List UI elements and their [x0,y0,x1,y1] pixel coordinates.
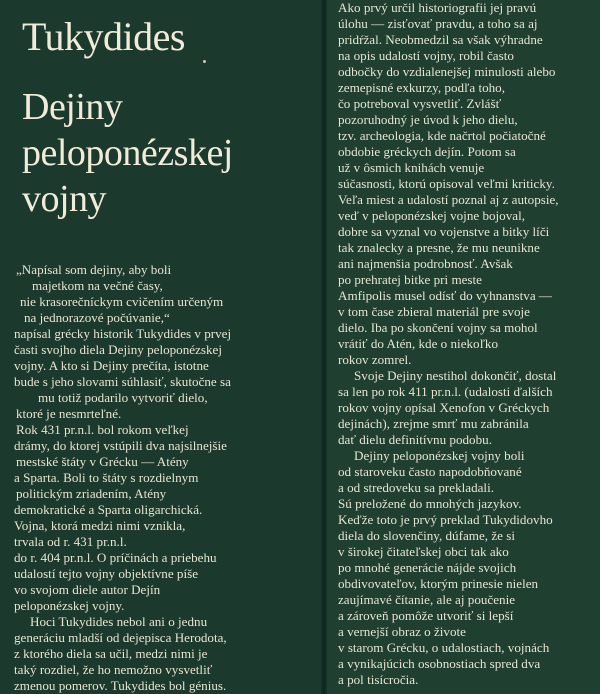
text-line: na jednorazové počúvanie,“ [24,310,170,325]
book-title [22,84,233,222]
text-line: a Sparta. Boli to štáty s rozdielnym [14,470,199,485]
text-line: obdivovateľov, ktorým prinesie nielen [338,576,539,591]
text-line: rokov zomrel. [338,352,412,367]
text-line: Veľa miest a udalostí poznal aj z autopsie, [338,192,559,207]
text-line: mu totiž podarilo vytvoriť dielo, [38,390,208,405]
text-line: diela do slovenčiny, dúfame, že si [338,528,515,543]
title-line: vojny [22,178,107,220]
text-line: v tom čase zbieral materiál pre svoje [338,304,530,319]
text-line: pridŕžal. Neobmedzil sa však výhradne [338,32,543,47]
text-line: dobre sa vyznal vo vojenstve a bitky líči [338,224,550,239]
right-flap [324,0,600,694]
text-line: čo potreboval vysvetliť. Zvlášť [338,96,502,111]
author-name: Tukydides [22,14,185,59]
text-line: demokratické a Sparta oligarchická. [14,502,203,517]
left-body-text [14,262,316,694]
text-line: taký rozdiel, že ho nemožno vysvetliť [14,662,213,677]
text-line: napísal grécky historik Tukydides v prvej [14,326,232,341]
text-line: zmenou pomerov. Tukydides bol génius. [14,678,227,693]
text-line: drámy, do ktorej vstúpili dva najsilnejšie [14,438,227,453]
text-line: peloponézskej vojny. [14,598,125,613]
text-line: v širokej čitateľskej obci tak ako [338,544,509,559]
right-body-text [338,0,594,688]
text-line: vrátiť do Atén, kde o niekoľko [338,336,499,351]
text-line: Svoje Dejiny nestihol dokončiť, dostal [354,368,557,383]
text-line: v starom Grécku, o udalostiach, vojnách [338,640,550,655]
text-line: Rok 431 pr.n.l. bol rokom veľkej [16,422,189,437]
text-line: zaujímavé čítanie, ale aj poučenie [338,592,516,607]
text-line: bude s jeho slovami súhlasiť, skutočne sa [14,374,231,389]
text-line: „Napísal som dejiny, aby boli [16,262,172,277]
text-line: vojny. A kto si Dejiny prečíta, istotne [14,358,209,373]
text-line: a vynikajúcich osobnostiach spred dva [338,656,541,671]
text-line: zemepisné exkurzy, podľa toho, [338,80,505,95]
text-line: dejinách), zrejme smrť mu zabránila [338,416,529,431]
text-line: Keďže toto je prvý preklad Tukydidovho [338,512,553,527]
text-line: ani najmenšia podrobnosť. Avšak [338,256,513,271]
text-line: pozoruhodný je úvod k jeho dielu, [338,112,518,127]
text-line: majetkom na večné časy, [32,278,163,293]
text-line: dielo. Iba po skončení vojny sa mohol [338,320,538,335]
text-line: Ako prvý určil historiografii jej pravú [338,0,537,15]
text-line: obdobie gréckych dejín. Potom sa [338,144,516,159]
text-line: časti svojho diela Dejiny peloponézskej [14,342,222,357]
text-line: Sú preložené do mnohých jazykov. [338,496,522,511]
text-line: už v ôsmich knihách venuje [338,160,485,175]
text-line: generáciu mladší od dejepisca Herodota, [14,630,227,645]
text-line: dať dielu definitívnu podobu. [338,432,492,447]
text-line: nie krasorečníckym cvičením určeným [20,294,224,309]
text-line: vo svojom diele autor Dejín [14,582,161,597]
text-line: po prehratej bitke pri meste [338,272,482,287]
text-line: mestské štáty v Grécku — Atény [16,454,189,469]
text-line: trvala od r. 431 pr.n.l. [14,534,127,549]
title-line: peloponézskej [22,132,233,174]
text-line: úlohu — zisťovať pravdu, a toho sa aj [338,16,538,31]
text-line: a od stredoveku sa prekladali. [338,480,494,495]
text-line: súčasnosti, ktorú opisoval veľmi kriticky. [338,176,555,191]
decorative-dot [203,60,206,63]
text-line: Hoci Tukydides nebol ani o jednu [30,614,208,629]
text-line: sa len po rok 411 pr.n.l. (udalosti ďalších [338,384,553,399]
text-line: udalostí tejto vojny objektívne píše [14,566,199,581]
text-line: Amfipolis musel odísť do vyhnanstva — [338,288,552,303]
text-line: odbočky do vzdialenejšej minulosti alebo [338,64,556,79]
text-line: tzv. archeologia, kde načrtol počiatočné [338,128,546,143]
text-line: od staroveku často napodobňované [338,464,522,479]
text-line: a pol tisícročia. [338,672,419,687]
text-line: Dejiny peloponézskej vojny boli [354,448,525,463]
title-line: Dejiny [22,86,123,128]
text-line: tak znalecky a presne, že mu neunikne [338,240,540,255]
text-line: politickým zriadením, Atény [16,486,167,501]
page-fold [321,0,327,694]
text-line: do r. 404 pr.n.l. O príčinách a priebehu [14,550,217,565]
text-line: veď v peloponézskej vojne bojoval, [338,208,526,223]
text-line: Vojna, ktorá medzi nimi vznikla, [14,518,186,533]
text-line: z ktorého diela sa učil, medzi nimi je [14,646,208,661]
text-line: a zároveň pomôže utvoriť si lepší [338,608,514,623]
text-line: ktoré je nesmrteľné. [16,406,122,421]
text-line: po mnohé generácie nájde svojich [338,560,517,575]
text-line: na opis udalostí vojny, robil často [338,48,514,63]
text-line: a vernejší obraz o živote [338,624,466,639]
text-line: rokov vojny opísal Xenofon v Gréckych [338,400,550,415]
